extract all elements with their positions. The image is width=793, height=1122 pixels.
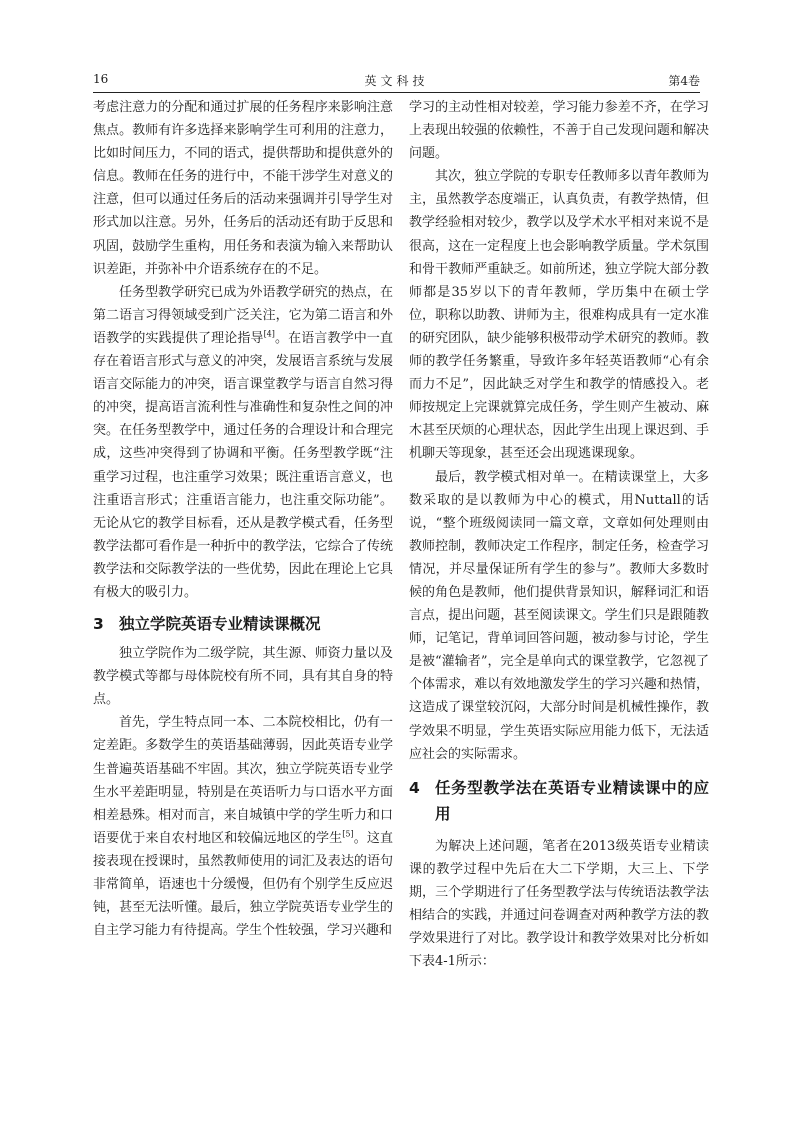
section-title: 任务型教学法在英语专业精读课中的应用: [435, 778, 709, 823]
paragraph-text: 。在语言教学中一直存在着语言形式与意义的冲突，发展语言系统与发展语言交际能力的冲突，语言课堂教学与语言自然习得的冲突，提高语言流利性与准确性和复杂性之间的冲突。在任务型教学中，通过任务的合理设计和合理完成，这些冲突得到了协调和平衡。任务型教学既“注重学习过程，也注重学习效果；既注重语言意义，也注重语言形式；注重语言能力，也注重交际功能”。无论从它的教学目标看，还从是教学模式看，任务型教学法都可看作是一种折中的教学法，它综合了传统教学法和交际教学法的一些优势，因此在理论上它具有极大的吸引力。: [93, 330, 393, 600]
paragraph-continued: 考虑注意力的分配和通过扩展的任务程序来影响注意焦点。教师有许多选择来影响学生可利用的注意力，比如时间压力，不同的语式，提供帮助和提供意外的信息。教师在任务的进行中，不能干涉学生对意义的注意，但可以通过任务后的活动来强调并引导学生对形式加以注意。另外，任务后的活动还有助于反思和巩固，鼓励学生重构，用任务和表演为输入来帮助认识差距，并弥补中介语系统存在的不足。: [93, 100, 393, 277]
section-heading-4: [409, 775, 709, 827]
citation: [4]: [263, 329, 275, 339]
section-number: 3: [93, 615, 104, 634]
left-column: [93, 96, 393, 942]
paragraph-application: 为解决上述问题，笔者在2013级英语专业精读课的教学过程中先后在大二下学期，大三上、下学期，三个学期进行了任务型教学法与传统语法教学法相结合的实践，并通过问卷调查对两种教学方法的教学效果进行了对比。教学设计和教学效果对比分析如下表4-1所示：: [409, 838, 709, 970]
paragraph-task-based-research: [93, 281, 393, 604]
paragraph-intro: 独立学院作为二级学院，其生源、师资力量以及教学模式等都与母体院校有所不同，具有其自身的特点。: [93, 646, 393, 708]
paragraph-student-features: [93, 711, 393, 942]
paragraph-teaching-mode: 最后，教学模式相对单一。在精读课堂上，大多数采取的是以教师为中心的模式，用Nuttall的话说，“整个班级阅读同一篇文章，文章如何处理则由教师控制，教师决定工作程序，制定任务，检查学习情况，并尽量保证所有学生的参与”。教师大多数时候的角色是教师，他们提供背景知识，解释词汇和语言点，提出问题，甚至阅读课文。学生们只是跟随教师，记笔记，背单词回答问题，被动参与讨论，学生是被“灌输者”，完全是单向式的课堂教学，它忽视了个体需求，难以有效地激发学生的学习兴趣和热情，这造成了课堂较沉闷，大部分时间是机械性操作，教学效果不明显，学生英语实际应用能力低下，无法适应社会的实际需求。: [409, 469, 709, 762]
paragraph-text: 首先，学生特点同一本、二本院校相比，仍有一定差距。多数学生的英语基础薄弱，因此英语专业学生普遍英语基础不牢固。其次，独立学院英语专业学生水平差距明显，特别是在英语听力与口语水平方面相差悬殊。相对而言，来自城镇中学的学生听力和口语要优于来自农村地区和较偏远地区的学生: [93, 715, 393, 846]
paragraph-text: 。这直接表现在授课时，虽然教师使用的词汇及表达的语句非常简单，语速也十分缓慢，但仍有个别学生反应迟钝，甚至无法听懂。最后，独立学院英语专业学生的自主学习能力有待提高。学生个性较强，学习兴趣和: [93, 830, 393, 939]
citation: [5]: [342, 829, 354, 839]
paragraph-text: 任务型教学研究已成为外语教学研究的热点，在第二语言习得领域受到广泛关注，它为第二语言和外语教学的实践提供了理论指导: [93, 284, 393, 346]
volume-number: 第4卷: [668, 74, 700, 88]
section-number: 4: [409, 778, 420, 797]
section-title: 独立学院英语专业精读课概况: [119, 615, 321, 634]
page-number: 16: [93, 72, 109, 86]
paragraph-teachers: 其次，独立学院的专职专任教师多以青年教师为主，虽然教学态度端正，认真负责，有教学热情，但教学经验相对较少，教学以及学术水平相对来说不是很高，这在一定程度上也会影响教学质量。学术氛围和骨干教师严重缺乏。如前所述，独立学院大部分教师都是35岁以下的青年教师，学历集中在硕士学位，职称以助教、讲师为主，很难构成具有一定水准的研究团队，缺少能够积极带动学术研究的教师。教师的教学任务繁重，导致许多年轻英语教师“心有余而力不足”，因此缺乏对学生和教学的情感投入。老师按规定上完课就算完成任务，学生则产生被动、麻木甚至厌烦的心理状态，因此学生出现上课迟到、手机聊天等现象，甚至还会出现逃课现象。: [409, 169, 709, 462]
journal-name: 英文科技: [364, 74, 429, 88]
section-heading-3: [93, 611, 393, 637]
right-column: [409, 96, 709, 973]
paragraph-continued: 学习的主动性相对较差，学习能力参差不齐，在学习上表现出较强的依赖性，不善于自己发现问题和解决问题。: [409, 100, 709, 162]
running-header: [93, 70, 700, 93]
